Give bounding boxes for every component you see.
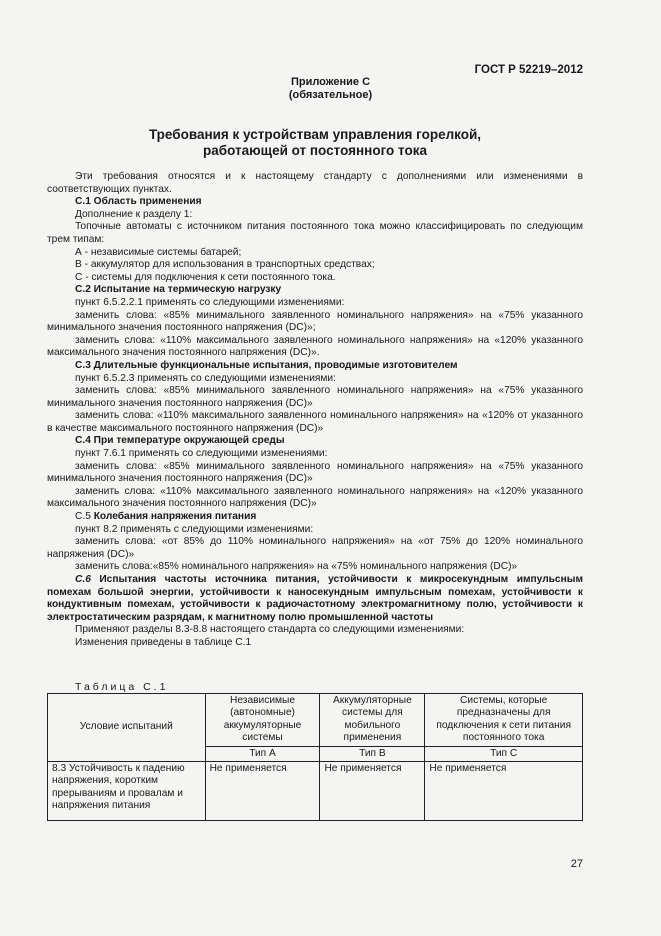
- list-item: В - аккумулятор для использования в транспортных средствах;: [75, 259, 375, 271]
- list-item: С - системы для подключения к сети постоянного тока.: [75, 271, 336, 283]
- section-number-c6: С.6: [75, 574, 91, 585]
- annex-heading: [0, 76, 661, 102]
- section-heading-c6: [47, 574, 583, 624]
- annex-label: Приложение С: [290, 76, 371, 88]
- conditions-table: [47, 693, 583, 821]
- paragraph: заменить слова: «110% максимального заявленного номинального напряжения» на «120% указанного максимального значения постоянного напряжения (DC)»: [47, 485, 583, 510]
- paragraph: пункт 8.2 применять с следующими изменениями:: [75, 523, 314, 535]
- paragraph: заменить слова:«85% номинального напряжения» на «75% номинального напряжения (DC)»: [75, 561, 518, 573]
- document-title: [0, 127, 630, 159]
- section-heading-c4: С.4 При температуре окружающей среды: [75, 435, 285, 447]
- row-value-c: Не применяется: [425, 762, 583, 821]
- section-heading-c5: [47, 511, 583, 524]
- paragraph: Дополнение к разделу 1:: [75, 208, 193, 220]
- intro-paragraph: Эти требования относятся и к настоящему стандарту с дополнениями или изменениями в соответствующих пунктах.: [47, 171, 583, 195]
- table-caption: Таблица С.1: [75, 681, 169, 693]
- annex-status: (обязательное): [288, 89, 373, 101]
- section-title-c5: Колебания напряжения питания: [93, 511, 257, 523]
- header-col-a: Независимые (автономные) аккумуляторные системы: [205, 694, 320, 747]
- paragraph: заменить слова: «от 85% до 110% номинального напряжения» на «от 75% до 120% номинального напряжения (DC)»: [47, 536, 583, 560]
- row-value-a: Не применяется: [205, 762, 320, 821]
- header-condition: Условие испытаний: [48, 694, 206, 762]
- paragraph: заменить слова: «110% максимального заявленного номинального напряжения» на «120% указанного максимального значения постоянного напряжения (DC)».: [47, 334, 583, 359]
- paragraph: Применяют разделы 8.3-8.8 настоящего стандарта со следующими изменениями:: [75, 624, 465, 636]
- paragraph: заменить слова: «85% минимального заявленного номинального напряжения» на «75% указанного минимального значения постоянного напряжения (DC)»: [47, 385, 583, 409]
- header-type-b: Тип В: [320, 746, 425, 761]
- table-row: [48, 762, 583, 821]
- section-number-c5: С.5: [75, 511, 94, 523]
- section-heading-c2: С.2 Испытание на термическую нагрузку: [75, 284, 282, 296]
- page-number: 27: [570, 858, 583, 870]
- standard-code: ГОСТ Р 52219–2012: [474, 64, 583, 76]
- header-type-c: Тип С: [425, 746, 583, 761]
- paragraph: заменить слова: «110% максимального заявленного номинального напряжения» на «120% от указанного в качестве максимального постоянного напряжения (DC)»: [47, 410, 583, 434]
- section-heading-c1: С.1 Область применения: [75, 196, 202, 208]
- header-type-a: Тип А: [205, 746, 320, 761]
- section-title-c6: Испытания частоты источника питания, устойчивости к микросекундным импульсным помехам большой энергии, устойчивости к наносекундным импульсным помехам, устойчивости к кондуктивным помехам, устойчивости к радиочастотному электромагнитному полю, устойчивости к электростатическим разрядам, к магнитному полю промышленной частоты: [47, 574, 583, 623]
- title-line-1: Требования к устройствам управления горелкой,: [148, 127, 482, 142]
- header-col-b: Аккумуляторные системы для мобильного применения: [320, 694, 425, 747]
- row-condition: 8.3 Устойчивость к падению напряжения, коротким прерываниям и провалам и напряжения питания: [48, 762, 206, 821]
- paragraph: заменить слова: «85% минимального заявленного номинального напряжения» на «75% указанного минимального значения постоянного напряжения (DC)»;: [47, 309, 583, 334]
- table-header-row: [48, 694, 583, 747]
- paragraph: заменить слова: «85% минимального заявленного номинального напряжения» на «75% указанного минимального значения постоянного напряжения (DC)»: [47, 460, 583, 485]
- list-item: А - независимые системы батарей;: [75, 246, 242, 258]
- paragraph: пункт 6.5.2.2.1 применять со следующими изменениями:: [75, 296, 345, 308]
- document-body: [47, 171, 583, 650]
- paragraph: Топочные автоматы с источником питания постоянного тока можно классифицировать по следующим трем типам:: [47, 221, 583, 245]
- row-value-b: Не применяется: [320, 762, 425, 821]
- header-col-c: Системы, которые предназначены для подключения к сети питания постоянного тока: [425, 694, 583, 747]
- paragraph: пункт 6.5.2.3 применять со следующими изменениями:: [75, 372, 336, 384]
- title-line-2: работающей от постоянного тока: [203, 143, 427, 158]
- paragraph: Изменения приведены в таблице С.1: [75, 636, 252, 648]
- section-heading-c3: С.3 Длительные функциональные испытания, проводимые изготовителем: [75, 359, 458, 371]
- paragraph: пункт 7.6.1 применять со следующими изменениями:: [75, 448, 328, 460]
